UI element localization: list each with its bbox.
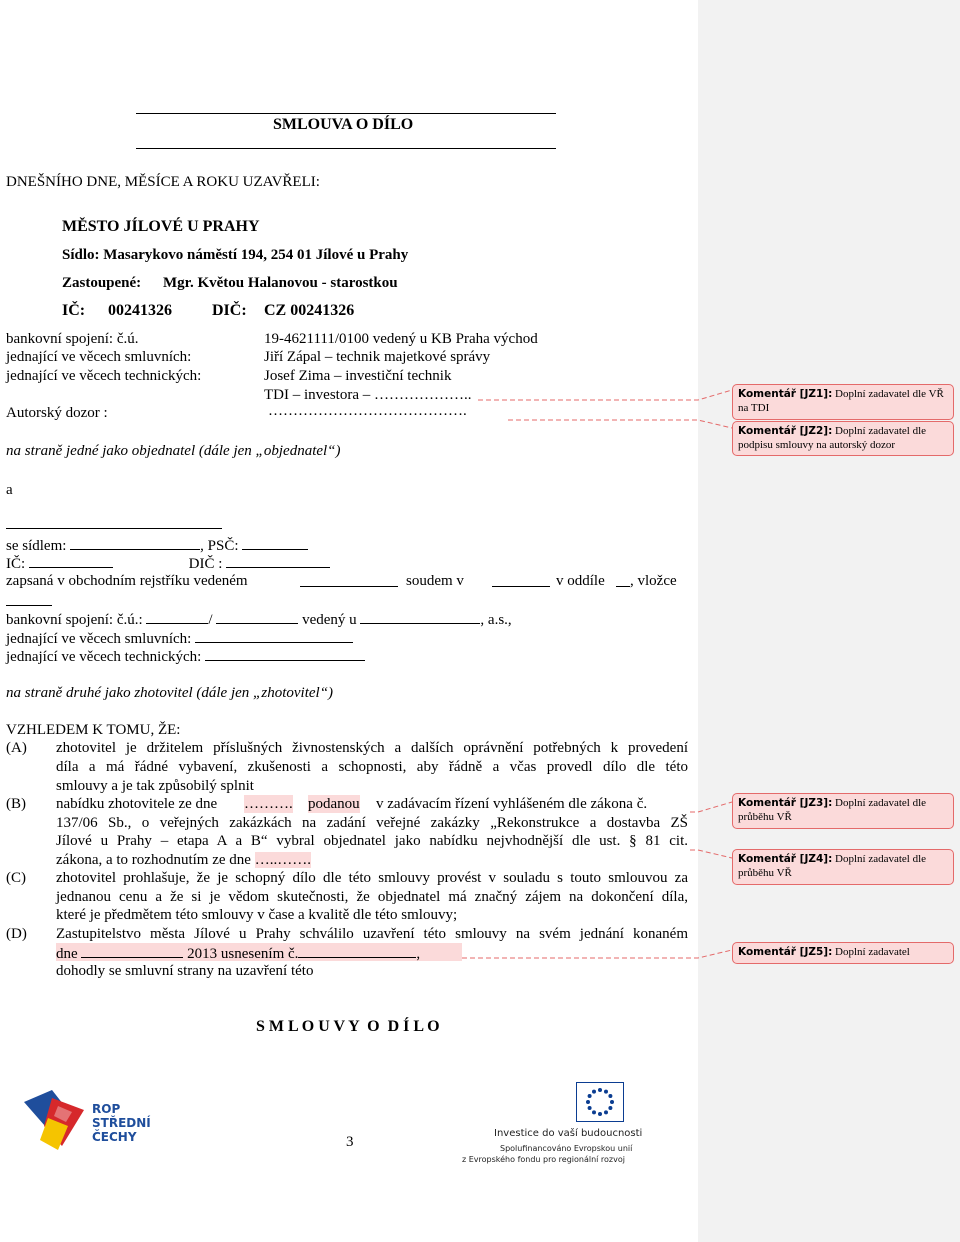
party1-bank-label: bankovní spojení: č.ú. — [6, 331, 139, 347]
party2-dic-blank[interactable] — [226, 553, 330, 568]
whereas-d-line1: Zastupitelstvo města Jílové u Prahy schválilo uzavření této smlouvy na svém jednání konaném — [56, 926, 688, 942]
whereas-d-l2c: , — [416, 946, 421, 962]
party2-bankcode-blank[interactable] — [216, 609, 298, 624]
party1-name: MĚSTO JÍLOVÉ U PRAHY — [62, 218, 260, 235]
party1-contract-label: jednající ve věcech smluvních: — [6, 349, 192, 365]
party2-ic-line — [6, 553, 330, 573]
comment-jz3-text: Doplní zadavatel dle průběhu VŘ — [738, 797, 927, 823]
comment-jz5-text: Doplní zadavatel — [835, 946, 910, 958]
comment-jz2-label: Komentář [JZ2]: — [738, 425, 833, 437]
eu-text-line2: Spolufinancováno Evropskou unií — [500, 1144, 633, 1153]
rop-emblem-icon — [22, 1088, 88, 1152]
footer-contract-title: S M L O U V Y O D Í L O — [256, 1018, 440, 1035]
party2-technical-blank[interactable] — [205, 646, 365, 661]
comment-jz3-label: Komentář [JZ3]: — [738, 797, 833, 809]
whereas-c-line2: jednanou cenu a že si je vědom skutečnosti, že objednatel má značný zájem na dokončení díla, — [56, 889, 688, 905]
whereas-b-l1a: nabídku zhotovitele ze dne — [56, 796, 218, 812]
party2-dic-label: DIČ : — [188, 556, 223, 572]
party2-name-blank[interactable] — [6, 528, 222, 529]
party2-court-blank[interactable] — [300, 572, 398, 587]
comment-jz4[interactable] — [732, 849, 954, 885]
rop-text-line3: ČECHY — [92, 1130, 137, 1144]
party1-tdi-value: TDI – investora – ……………….. — [264, 387, 472, 403]
eu-flag-icon — [576, 1082, 624, 1122]
whereas-b-l1b: ………. — [244, 796, 293, 812]
party2-register-c: v oddíle — [556, 573, 605, 589]
comment-jz1-text: Doplní zadavatel dle VŘ na TDI — [738, 388, 950, 414]
whereas-c-mark: (C) — [6, 870, 26, 886]
party1-author-value: …………………………………. — [268, 403, 467, 419]
party1-seat: Sídlo: Masarykovo náměstí 194, 254 01 Jílové u Prahy — [62, 247, 409, 263]
party1-represented-value: Mgr. Květou Halanovou - starostkou — [163, 275, 398, 291]
whereas-c-line1: zhotovitel prohlašuje, že je schopný dílo dle této smlouvy provést v souladu s touto smlouvou za — [56, 870, 688, 886]
whereas-d-line3: dohodly se smluvní strany na uzavření této — [56, 963, 314, 979]
party1-dic-value: CZ 00241326 — [264, 302, 355, 319]
intro-line: DNEŠNÍHO DNE, MĚSÍCE A ROKU UZAVŘELI: — [6, 174, 320, 190]
comment-jz1[interactable] — [732, 384, 954, 420]
party1-ic-label: IČ: — [62, 302, 86, 319]
page-number: 3 — [346, 1134, 354, 1150]
whereas-a-mark: (A) — [6, 740, 27, 756]
comment-jz2[interactable] — [732, 421, 954, 456]
party1-role: na straně jedné jako objednatel (dále jen „objednatel“) — [6, 443, 341, 459]
comment-jz5-label: Komentář [JZ5]: — [738, 946, 833, 958]
party2-section-blank[interactable] — [616, 572, 630, 587]
party2-account-blank[interactable] — [146, 609, 208, 624]
comment-jz2-text: Doplní zadavatel dle podpisu smlouvy na autorský dozor — [738, 425, 927, 451]
title-rule-bottom — [136, 148, 556, 149]
party2-bank-end: , a.s., — [480, 612, 512, 628]
whereas-a-line3: smlouvy a je tak způsobilý splnit — [56, 778, 254, 794]
party2-insert-blank[interactable] — [6, 605, 52, 606]
party2-psc-blank[interactable] — [242, 535, 308, 550]
rop-text-line1: ROP — [92, 1102, 121, 1116]
comment-jz4-text: Doplní zadavatel dle průběhu VŘ — [738, 853, 927, 879]
party2-bankname-blank[interactable] — [360, 609, 480, 624]
party2-register-d: , vložce — [630, 573, 677, 589]
whereas-d-l2b: 2013 usnesením č. — [187, 946, 299, 962]
party1-dic-label: DIČ: — [212, 302, 247, 319]
whereas-d-l2a: dne — [56, 946, 78, 962]
party2-ic-label: IČ: — [6, 556, 26, 572]
party2-register-b: soudem v — [406, 573, 464, 589]
whereas-a-line1: zhotovitel je držitelem příslušných živnostenských a dalších oprávnění potřebných k provedení — [56, 740, 688, 756]
whereas-b-mark: (B) — [6, 796, 26, 812]
whereas-c-line3: které je předmětem této smlouvy v čase a kvalitě dle této smlouvy; — [56, 907, 458, 923]
whereas-b-line4 — [56, 851, 311, 869]
contract-title: SMLOUVA O DÍLO — [273, 116, 414, 133]
whereas-b-l4b: …..……. — [254, 852, 311, 868]
eu-text-line1: Investice do vaší budoucnosti — [494, 1128, 643, 1139]
comment-margin-pane — [698, 0, 960, 1242]
party2-seat-line — [6, 535, 308, 555]
party1-technical-value: Josef Zima – investiční technik — [264, 368, 452, 384]
rop-logo — [22, 1088, 152, 1152]
whereas-b-line2: 137/06 Sb., o veřejných zakázkách na zadání veřejné zakázky „Rekonstrukce a dostavba ZŠ — [56, 815, 688, 831]
party2-contract-blank[interactable] — [195, 628, 353, 643]
eu-text-line3: z Evropského fondu pro regionální rozvoj — [462, 1155, 625, 1164]
comment-jz5[interactable] — [732, 942, 954, 964]
party1-contract-value: Jiří Zápal – technik majetkové správy — [264, 349, 491, 365]
party2-contract-line — [6, 628, 353, 648]
party2-technical-line — [6, 646, 365, 666]
party2-seat-blank[interactable] — [70, 535, 200, 550]
whereas-heading: VZHLEDEM K TOMU, ŽE: — [6, 722, 181, 738]
party2-bank-label: bankovní spojení: č.ú.: — [6, 612, 143, 628]
party1-ic-value: 00241326 — [108, 302, 172, 319]
eu-logo — [456, 1082, 656, 1168]
party1-technical-label: jednající ve věcech technických: — [6, 368, 202, 384]
party2-role: na straně druhé jako zhotovitel (dále jen „zhotovitel“) — [6, 685, 334, 701]
party2-bank-line — [6, 609, 512, 629]
party2-register-a: zapsaná v obchodním rejstříku vedeném — [6, 573, 248, 589]
resolution-number-blank[interactable] — [298, 943, 416, 958]
party1-represented-label: Zastoupené: — [62, 275, 142, 291]
party2-city-blank[interactable] — [492, 572, 550, 587]
party2-bank-at: vedený u — [302, 612, 357, 628]
party2-ic-blank[interactable] — [29, 553, 113, 568]
whereas-b-line3: Jílové u Prahy – etapa A a B“ vybral objednatel jako nabídku nejvhodnější dle ust. § 81 cit. — [56, 833, 688, 849]
whereas-b-l1c: podanou — [308, 796, 360, 812]
party2-bank-sep: / — [208, 612, 213, 628]
whereas-d-line2 — [56, 943, 462, 961]
council-date-blank[interactable] — [81, 943, 183, 958]
comment-jz4-label: Komentář [JZ4]: — [738, 853, 833, 865]
rop-text-line2: STŘEDNÍ — [92, 1116, 151, 1130]
whereas-b-l1d: v zadávacím řízení vyhlášeném dle zákona č. — [376, 796, 648, 812]
whereas-a-line2: díla a má řádné vybavení, zkušenosti a schopnosti, aby řádně a včas provedl dílo dle této — [56, 759, 688, 775]
whereas-d-mark: (D) — [6, 926, 27, 942]
party2-psc-label: , PSČ: — [200, 538, 239, 554]
comment-jz1-label: Komentář [JZ1]: — [738, 388, 833, 400]
party1-bank-value: 19-4621111/0100 vedený u KB Praha východ — [264, 331, 538, 347]
party2-technical-label: jednající ve věcech technických: — [6, 649, 202, 665]
party1-author-label: Autorský dozor : — [6, 405, 108, 421]
party2-seat-label: se sídlem: — [6, 538, 67, 554]
title-rule-top — [136, 113, 556, 114]
party2-contract-label: jednající ve věcech smluvních: — [6, 631, 192, 647]
whereas-b-l4a: zákona, a to rozhodnutím ze dne — [56, 852, 251, 868]
and-separator: a — [6, 482, 13, 498]
comment-jz3[interactable] — [732, 793, 954, 829]
